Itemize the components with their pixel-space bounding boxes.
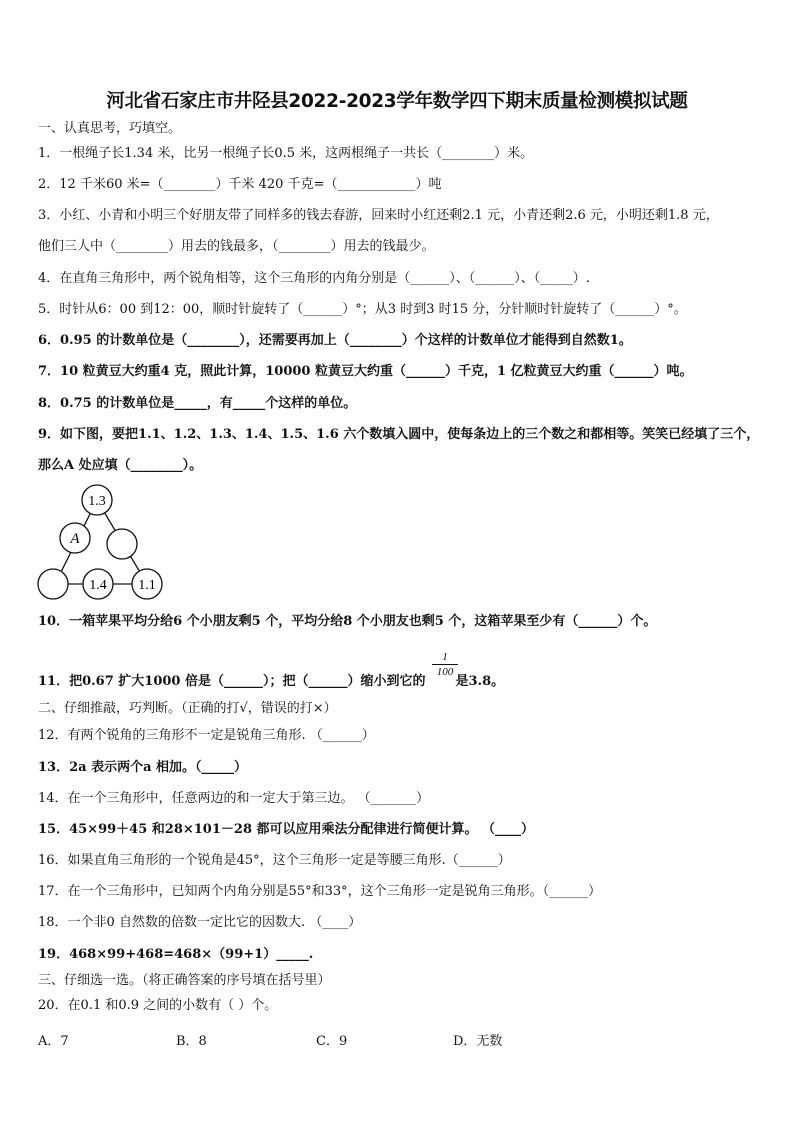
circle-bottom-left	[38, 569, 68, 599]
option-c: C．9	[316, 1034, 348, 1049]
triangle-circle-figure	[34, 484, 166, 606]
question-3-line-1: 3．小红、小青和小明三个好朋友带了同样多的钱去春游，回来时小红还剩2.1 元，小青还剩2.6 元，小明还剩1.8 元，	[38, 208, 719, 223]
question-2: 2．12 千米60 米=（________）千米 420 千克=（____________）吨	[38, 177, 442, 192]
fraction-denominator: 100	[436, 666, 454, 678]
question-11-fraction	[432, 650, 458, 679]
question-12: 12．有两个锐角的三角形不一定是锐角三角形. （______）	[38, 728, 375, 743]
page-title: 河北省石家庄市井陉县2022-2023学年数学四下期末质量检测模拟试题	[106, 91, 688, 112]
question-9-line-1: 9．如下图，要把1.1、1.2、1.3、1.4、1.5、1.6 六个数填入圆中，使每条边上的三个数之和都相等。笑笑已经填了三个，	[38, 427, 760, 442]
question-19: 19．468×99+468=468×（99+1）_____.	[38, 947, 314, 962]
option-d: D．无数	[453, 1034, 503, 1049]
circle-bottom-mid-label: 1.4	[89, 578, 107, 593]
fraction-numerator: 1	[432, 650, 458, 665]
question-17: 17．在一个三角形中，已知两个内角分别是55°和33°，这个三角形一定是锐角三角形。（______）	[38, 884, 602, 899]
question-4: 4．在直角三角形中，两个锐角相等，这个三角形的内角分别是（______）、（______）、（_____）.	[38, 271, 590, 286]
question-11-tail: 是3.8。	[455, 674, 505, 689]
option-a: A．7	[38, 1034, 69, 1049]
question-13: 13．2a 表示两个a 相加。（_____）	[38, 760, 248, 775]
circle-right-mid	[107, 529, 137, 559]
question-11-text: 11．把0.67 扩大1000 倍是（______）；把（______）缩小到它的	[38, 674, 426, 689]
question-10: 10．一箱苹果平均分给6 个小朋友剩5 个，平均分给8 个小朋友也剩5 个，这箱苹果至少有（______）个。	[38, 614, 657, 629]
circle-left-mid-label: A	[70, 531, 80, 547]
question-16: 16．如果直角三角形的一个锐角是45°，这个三角形一定是等腰三角形.（______）	[38, 853, 511, 868]
section-3-heading: 三、仔细选一选。（将正确答案的序号填在括号里）	[38, 973, 331, 988]
question-14: 14．在一个三角形中，任意两边的和一定大于第三边。 （_______）	[38, 791, 430, 806]
question-8: 8．0.75 的计数单位是_____，有_____个这样的单位。	[38, 396, 357, 411]
question-9-line-2: 那么A 处应填（________）。	[38, 458, 203, 473]
section-1-heading: 一、认真思考，巧填空。	[38, 121, 182, 136]
circle-bottom-right-label: 1.1	[138, 578, 156, 593]
question-5: 5．时针从6：00 到12：00，顺时针旋转了（______）°；从3 时到3 时15 分，分针顺时针旋转了（______）°。	[38, 302, 687, 317]
question-15: 15．45×99＋45 和28×101－28 都可以应用乘法分配律进行简便计算。 （____）	[38, 822, 535, 837]
question-18: 18．一个非0 自然数的倍数一定比它的因数大. （____）	[38, 915, 362, 930]
question-6: 6．0.95 的计数单位是（________），还需要再加上（________）个这样的计数单位才能得到自然数1。	[38, 333, 632, 348]
question-7: 7．10 粒黄豆大约重4 克，照此计算，10000 粒黄豆大约重（______）千克，1 亿粒黄豆大约重（______）吨。	[38, 364, 693, 379]
question-1: 1．一根绳子长1.34 米，比另一根绳子长0.5 米，这两根绳子一共长（________）米。	[38, 146, 534, 161]
question-3-line-2: 他们三人中（________）用去的钱最多，（________）用去的钱最少。	[38, 239, 435, 254]
option-b: B．8	[176, 1034, 207, 1049]
question-20: 20．在0.1 和0.9 之间的小数有（ ）个。	[38, 998, 278, 1013]
circle-top-label: 1.3	[88, 494, 106, 509]
section-2-heading: 二、仔细推敲，巧判断。（正确的打√，错误的打×）	[38, 701, 337, 716]
